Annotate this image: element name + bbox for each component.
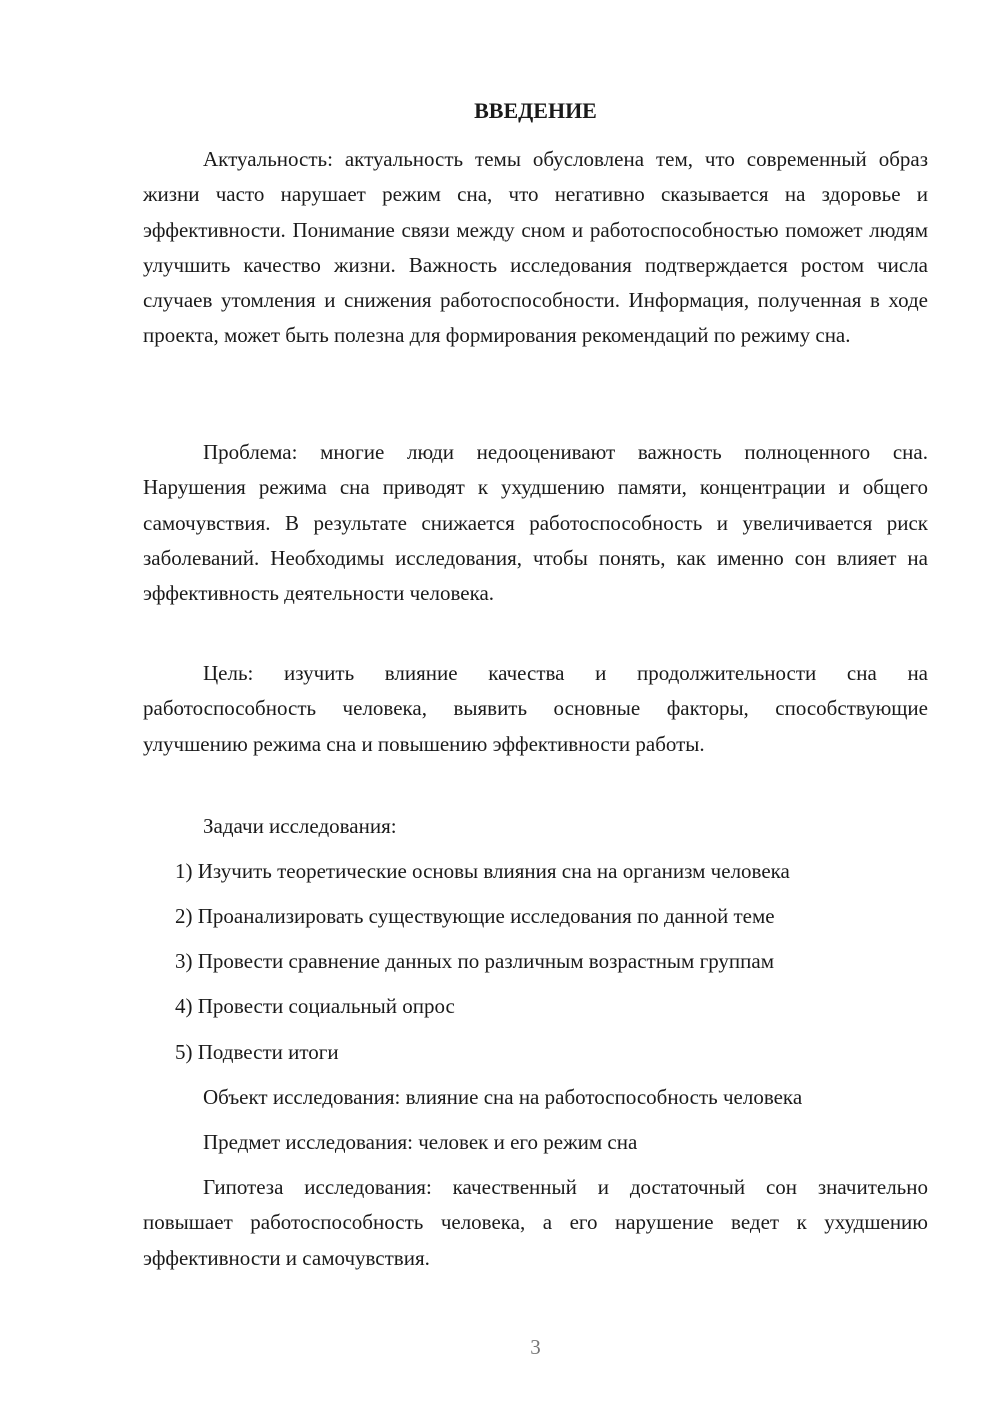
page-number: 3 xyxy=(530,1335,541,1359)
problem-paragraph: Проблема: многие люди недооценивают важность полноценного сна. Нарушения режима сна приводят к ухудшению памяти, концентрации и общего самочувствия. В результате снижается работоспособность и увеличивается риск заболеваний. Необходимы исследования, чтобы понять, как именно сон влияет на эффективность деятельности человека. xyxy=(143,440,928,606)
page-title: ВВЕДЕНИЕ xyxy=(474,98,597,123)
task-item: 2) Проанализировать существующие исследования по данной теме xyxy=(175,904,775,928)
tasks-heading: Задачи исследования: xyxy=(203,814,397,838)
research-object: Объект исследования: влияние сна на работоспособность человека xyxy=(203,1085,803,1109)
document-page xyxy=(143,0,928,1414)
task-item: 1) Изучить теоретические основы влияния сна на организм человека xyxy=(175,859,790,883)
relevance-paragraph: Актуальность: актуальность темы обусловлена тем, что современный образ жизни часто нарушает режим сна, что негативно сказывается на здоровье и эффективности. Понимание связи между сном и работоспособностью поможет людям улучшить качество жизни. Важность исследования подтверждается ростом числа случаев утомления и снижения работоспособности. Информация, полученная в ходе проекта, может быть полезна для формирования рекомендаций по режиму сна. xyxy=(143,147,928,348)
research-subject: Предмет исследования: человек и его режим сна xyxy=(203,1130,638,1154)
task-item: 5) Подвести итоги xyxy=(175,1040,339,1064)
hypothesis-paragraph: Гипотеза исследования: качественный и достаточный сон значительно повышает работоспособность человека, а его нарушение ведет к ухудшению эффективности и самочувствия. xyxy=(143,1175,928,1270)
task-item: 4) Провести социальный опрос xyxy=(175,994,455,1018)
task-item: 3) Провести сравнение данных по различным возрастным группам xyxy=(175,949,775,973)
goal-paragraph: Цель: изучить влияние качества и продолжительности сна на работоспособность человека, выявить основные факторы, способствующие улучшению режима сна и повышению эффективности работы. xyxy=(143,661,928,756)
